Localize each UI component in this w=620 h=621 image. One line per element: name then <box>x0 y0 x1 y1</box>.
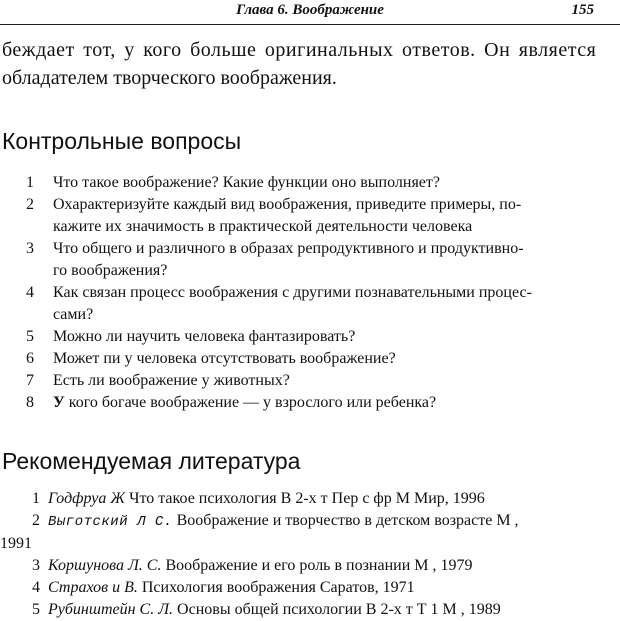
literature-author: Годфруа Ж <box>48 490 126 507</box>
literature-title: Основы общей психологии В 2-х т Т 1 М , 1989 <box>173 601 501 618</box>
question-text: Что общего и различного в образах репродуктивного и продуктивно- <box>53 240 524 257</box>
question-text: Может пи у человека отсутствовать воображение? <box>53 350 396 367</box>
question-item <box>26 238 586 282</box>
literature-author: Страхов и В. <box>48 579 138 596</box>
question-item <box>26 282 586 326</box>
question-number: 3 <box>26 240 34 257</box>
question-item <box>26 194 586 238</box>
literature-number: 3 <box>32 557 40 574</box>
question-text: Охарактеризуйте каждый вид воображения, приведите примеры, по- <box>53 196 522 213</box>
page-number: 155 <box>571 2 594 18</box>
question-text: Как связан процесс воображения с другими познавательными процес- <box>53 284 532 301</box>
question-item <box>26 172 586 194</box>
question-number: 6 <box>26 350 34 367</box>
literature-title: Воображение и его роль в познании М , 1979 <box>161 557 473 574</box>
literature-heading: Рекомендуемая литература <box>2 448 301 474</box>
literature-item <box>0 555 600 577</box>
question-item <box>26 348 586 370</box>
intro-line: беждает тот, у кого больше оригинальных ответов. Он является <box>2 39 597 61</box>
literature-title: Что такое психология В 2-х т Пер с фр М Мир, 1996 <box>125 490 485 507</box>
literature-item <box>0 488 600 510</box>
literature-number: 1 <box>32 490 40 507</box>
literature-number: 2 <box>32 512 40 529</box>
question-text: Можно ли научить человека фантазировать? <box>53 328 356 345</box>
question-text: кажите их значимость в практической деятельности человека <box>53 218 473 235</box>
question-text: сами? <box>53 306 94 323</box>
question-number: 2 <box>26 196 34 213</box>
literature-author: Выготский Л С. <box>48 514 173 530</box>
question-item <box>26 370 586 392</box>
question-number: 7 <box>26 372 34 389</box>
question-item <box>26 326 586 348</box>
questions-list <box>26 172 586 414</box>
question-text: Есть ли воображение у животных? <box>53 372 290 389</box>
literature-number: 4 <box>32 579 40 596</box>
question-lead: У <box>53 394 65 411</box>
literature-author: Коршунова Л. С. <box>48 557 162 574</box>
questions-heading: Контрольные вопросы <box>2 128 242 154</box>
literature-number: 5 <box>32 601 40 618</box>
question-number: 8 <box>26 394 34 411</box>
literature-item <box>0 510 600 533</box>
literature-title: Воображение и творчество в детском возрасте М , <box>172 512 519 529</box>
question-text: Что такое воображение? Какие функции оно выполняет? <box>53 174 440 191</box>
page-header <box>0 0 620 25</box>
chapter-title: Глава 6. Воображение <box>236 2 384 18</box>
question-text: го воображения? <box>53 262 168 279</box>
question-number: 1 <box>26 174 34 191</box>
question-item <box>26 392 586 414</box>
literature-item <box>0 577 600 599</box>
intro-paragraph <box>2 36 602 92</box>
intro-line: обладателем творческого воображения. <box>2 67 337 89</box>
question-number: 4 <box>26 284 34 301</box>
literature-author: Рубинштейн С. Л. <box>48 601 174 618</box>
literature-item-wrap: 1991 <box>0 535 32 552</box>
question-text: кого богаче воображение — у взрослого или ребенка? <box>64 394 437 411</box>
question-number: 5 <box>26 328 34 345</box>
literature-title: Психология воображения Саратов, 1971 <box>137 579 415 596</box>
literature-list <box>0 488 600 621</box>
